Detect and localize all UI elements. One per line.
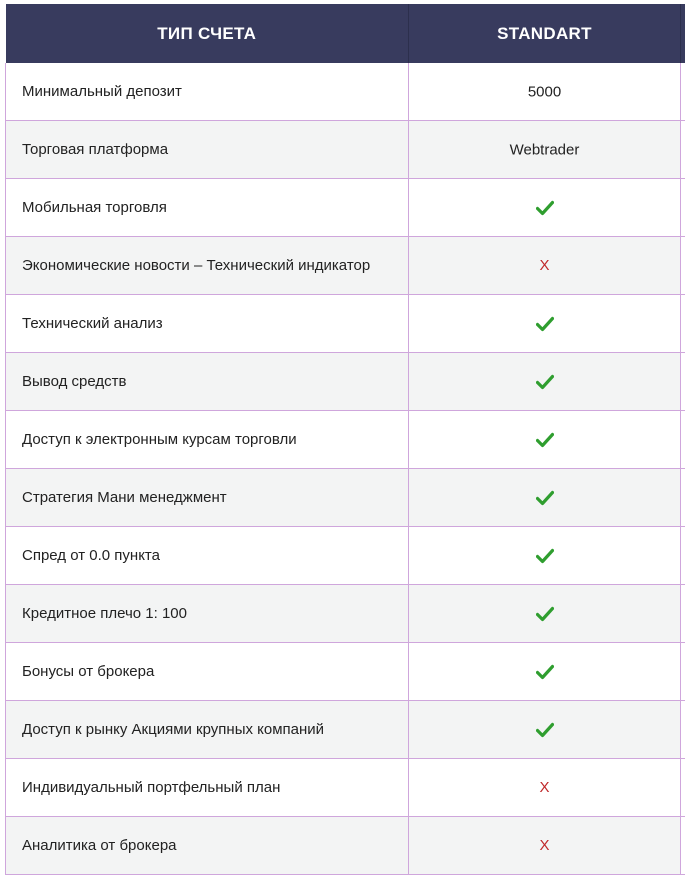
table-row <box>6 179 685 237</box>
standart-value-cell <box>409 295 681 353</box>
next-column-cell <box>681 585 685 643</box>
table-row <box>6 701 685 759</box>
feature-label: Мобильная торговля <box>6 179 409 237</box>
standart-value-cell <box>409 411 681 469</box>
header-next-column <box>681 4 685 63</box>
table-row <box>6 817 685 875</box>
feature-label: Индивидуальный портфельный план <box>6 759 409 817</box>
next-column-cell <box>681 237 685 295</box>
next-column-cell <box>681 353 685 411</box>
next-column-cell <box>681 817 685 875</box>
table-row <box>6 643 685 701</box>
standart-value-cell <box>409 63 681 121</box>
check-icon <box>536 316 554 332</box>
feature-label: Бонусы от брокера <box>6 643 409 701</box>
check-icon <box>536 548 554 564</box>
header-standart: STANDART <box>409 4 681 63</box>
value-text: Webtrader <box>509 141 580 159</box>
value-text: 5000 <box>527 83 562 101</box>
feature-label: Минимальный депозит <box>6 63 409 121</box>
table-row <box>6 759 685 817</box>
account-type-table <box>5 4 685 875</box>
standart-value-cell <box>409 817 681 875</box>
standart-value-cell <box>409 179 681 237</box>
feature-label: Вывод средств <box>6 353 409 411</box>
feature-label: Кредитное плечо 1: 100 <box>6 585 409 643</box>
standart-value-cell <box>409 353 681 411</box>
table-row <box>6 353 685 411</box>
feature-label: Доступ к рынку Акциями крупных компаний <box>6 701 409 759</box>
feature-label: Технический анализ <box>6 295 409 353</box>
check-icon <box>536 200 554 216</box>
standart-value-cell <box>409 527 681 585</box>
check-icon <box>536 432 554 448</box>
header-account-type: ТИП СЧЕТА <box>6 4 409 63</box>
table-row <box>6 237 685 295</box>
check-icon <box>536 374 554 390</box>
standart-value-cell <box>409 237 681 295</box>
standart-value-cell <box>409 643 681 701</box>
next-column-cell <box>681 759 685 817</box>
table-row <box>6 121 685 179</box>
table-row <box>6 585 685 643</box>
standart-value-cell <box>409 121 681 179</box>
feature-label: Спред от 0.0 пункта <box>6 527 409 585</box>
cross-icon: X <box>539 779 550 796</box>
table-row <box>6 527 685 585</box>
next-column-cell <box>681 63 685 121</box>
table-row <box>6 63 685 121</box>
feature-label: Доступ к электронным курсам торговли <box>6 411 409 469</box>
cross-icon: X <box>539 257 550 274</box>
next-column-cell <box>681 295 685 353</box>
cross-icon: X <box>539 837 550 854</box>
next-column-cell <box>681 643 685 701</box>
next-column-cell <box>681 411 685 469</box>
check-icon <box>536 722 554 738</box>
check-icon <box>536 664 554 680</box>
next-column-cell <box>681 469 685 527</box>
standart-value-cell <box>409 759 681 817</box>
feature-label: Торговая платформа <box>6 121 409 179</box>
check-icon <box>536 490 554 506</box>
table-header-row <box>6 4 685 63</box>
table-row <box>6 469 685 527</box>
feature-label: Экономические новости – Технический индикатор <box>6 237 409 295</box>
feature-label: Стратегия Мани менеджмент <box>6 469 409 527</box>
next-column-cell <box>681 179 685 237</box>
standart-value-cell <box>409 701 681 759</box>
standart-value-cell <box>409 469 681 527</box>
standart-value-cell <box>409 585 681 643</box>
table-row <box>6 295 685 353</box>
feature-label: Аналитика от брокера <box>6 817 409 875</box>
next-column-cell <box>681 121 685 179</box>
next-column-cell <box>681 701 685 759</box>
table-body <box>6 63 685 875</box>
table-row <box>6 411 685 469</box>
next-column-cell <box>681 527 685 585</box>
check-icon <box>536 606 554 622</box>
